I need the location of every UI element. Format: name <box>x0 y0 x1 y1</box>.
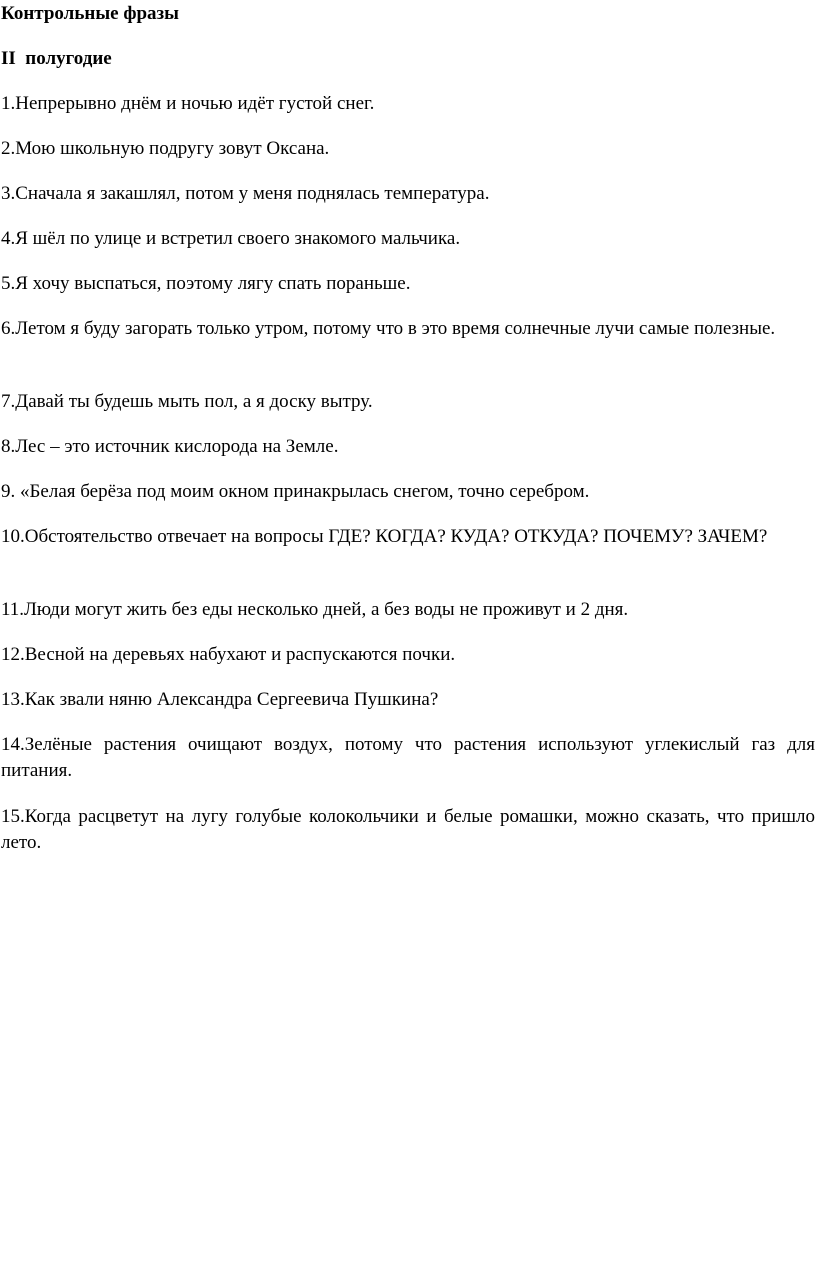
phrase-1: 1.Непрерывно днём и ночью идёт густой снег. <box>1 93 375 114</box>
phrase-10: 10.Обстоятельство отвечает на вопросы ГДЕ? КОГДА? КУДА? ОТКУДА? ПОЧЕМУ? ЗАЧЕМ? <box>1 526 768 547</box>
phrase-4: 4.Я шёл по улице и встретил своего знакомого мальчика. <box>1 228 461 249</box>
document-title: Контрольные фразы <box>1 3 180 24</box>
phrase-7: 7.Давай ты будешь мыть пол, а я доску вытру. <box>1 391 373 412</box>
phrase-2: 2.Мою школьную подругу зовут Оксана. <box>1 138 330 159</box>
document-subtitle: II полугодие <box>1 48 112 69</box>
phrase-6: 6.Летом я буду загорать только утром, потому что в это время солнечные лучи самые полезные. <box>1 318 776 339</box>
phrase-11: 11.Люди могут жить без еды несколько дней, а без воды не проживут и 2 дня. <box>1 599 629 620</box>
phrase-5: 5.Я хочу выспаться, поэтому лягу спать пораньше. <box>1 273 411 294</box>
phrase-8: 8.Лес – это источник кислорода на Земле. <box>1 436 339 457</box>
phrase-9: 9. «Белая берёза под моим окном принакрылась снегом, точно серебром. <box>1 481 590 502</box>
phrase-13: 13.Как звали няню Александра Сергеевича Пушкина? <box>1 689 439 710</box>
phrase-12: 12.Весной на деревьях набухают и распускаются почки. <box>1 644 456 665</box>
phrase-15: 15.Когда расцветут на лугу голубые колокольчики и белые ромашки, можно сказать, что пришло лето. <box>1 806 815 853</box>
phrase-14: 14.Зелёные растения очищают воздух, потому что растения используют углекислый газ для питания. <box>1 734 815 781</box>
phrase-3: 3.Сначала я закашлял, потом у меня поднялась температура. <box>1 183 490 204</box>
